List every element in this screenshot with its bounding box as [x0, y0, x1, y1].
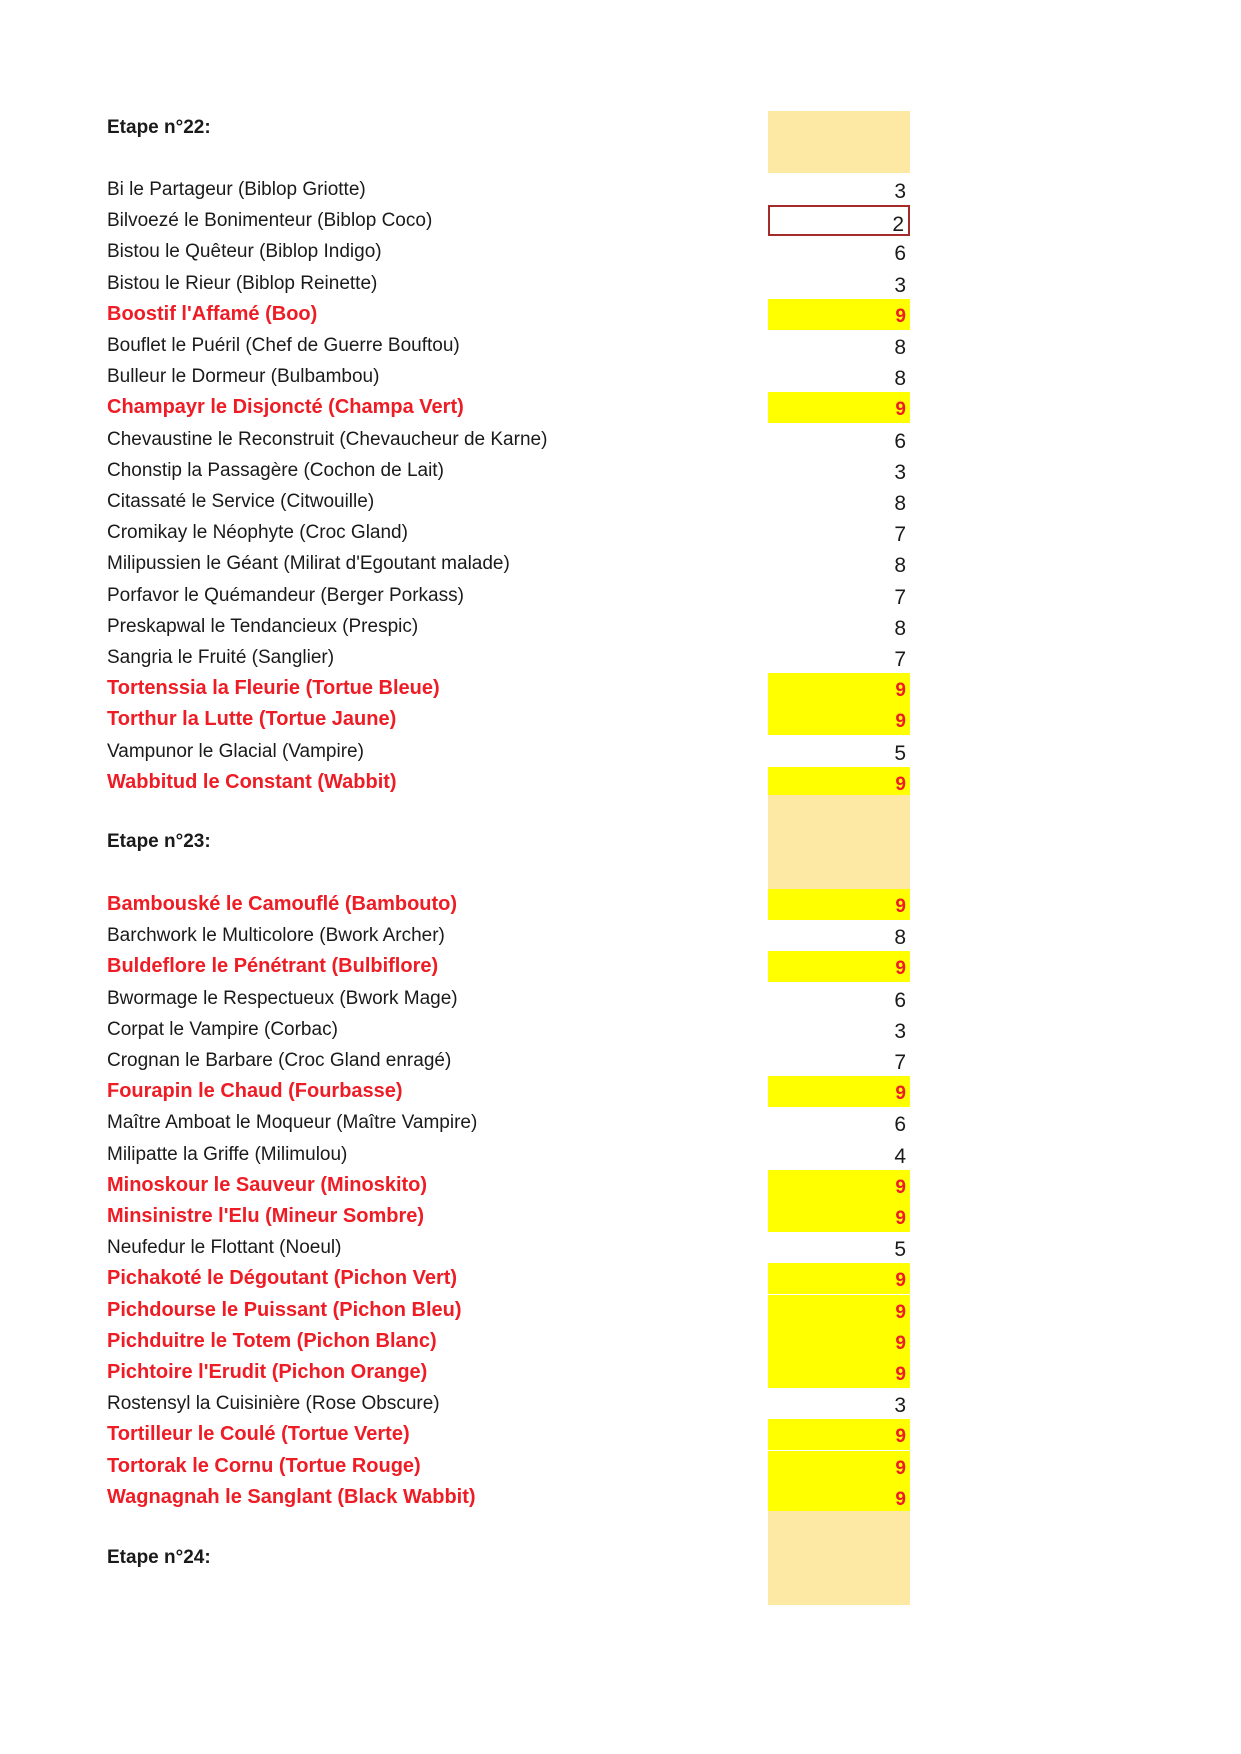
- monster-name: Pichdourse le Puissant (Pichon Bleu): [107, 1298, 462, 1321]
- table-row[interactable]: [0, 983, 1241, 1014]
- value-text: 9: [895, 399, 906, 421]
- value-text: 3: [894, 1394, 906, 1418]
- value-cell[interactable]: [768, 361, 910, 392]
- monster-name: Neufedur le Flottant (Noeul): [107, 1237, 342, 1259]
- value-text: 3: [894, 180, 906, 203]
- value-text: 9: [895, 1426, 906, 1448]
- value-cell[interactable]: [768, 611, 910, 642]
- value-cell[interactable]: [768, 174, 910, 205]
- monster-name: Pichtoire l'Erudit (Pichon Orange): [107, 1361, 428, 1383]
- value-cell[interactable]: [768, 1232, 910, 1263]
- value-text: 9: [895, 711, 906, 733]
- value-text: 4: [894, 1144, 906, 1168]
- value-text: 3: [894, 273, 906, 297]
- monster-name: Wabbitud le Constant (Wabbit): [107, 770, 397, 793]
- value-cell[interactable]: [768, 236, 910, 267]
- value-cell[interactable]: [768, 1201, 910, 1232]
- value-text: 9: [895, 1332, 906, 1354]
- monster-name: Bouflet le Puéril (Chef de Guerre Bouftou): [107, 335, 460, 356]
- value-text: 7: [894, 523, 906, 547]
- table-row[interactable]: [0, 1482, 1241, 1513]
- table-row[interactable]: [0, 299, 1241, 330]
- table-row[interactable]: [0, 642, 1241, 673]
- value-cell[interactable]: [768, 983, 910, 1014]
- value-text: 8: [894, 492, 906, 515]
- monster-name: Porfavor le Quémandeur (Berger Porkass): [107, 584, 464, 606]
- value-cell[interactable]: [768, 1045, 910, 1076]
- value-cell[interactable]: [768, 1014, 910, 1045]
- table-row[interactable]: [0, 767, 1241, 798]
- value-text: 8: [894, 926, 906, 950]
- table-row[interactable]: [0, 268, 1241, 299]
- table-row[interactable]: [0, 920, 1241, 951]
- table-row[interactable]: [0, 673, 1241, 704]
- value-text: 2: [892, 213, 904, 237]
- monster-name: Milipatte la Griffe (Milimulou): [107, 1143, 348, 1165]
- table-row[interactable]: [0, 455, 1241, 486]
- value-text: 9: [895, 305, 906, 327]
- value-text: 6: [894, 988, 906, 1012]
- table-row[interactable]: [0, 1014, 1241, 1045]
- monster-name: Chevaustine le Reconstruit (Chevaucheur de Karne): [107, 428, 548, 450]
- table-row[interactable]: [0, 1451, 1241, 1482]
- value-text: 7: [894, 1051, 906, 1074]
- value-text: 8: [894, 336, 906, 359]
- value-text: 9: [895, 896, 906, 917]
- table-row[interactable]: [0, 1045, 1241, 1076]
- value-cell[interactable]: [768, 1076, 910, 1107]
- table-row[interactable]: [0, 1107, 1241, 1138]
- monster-name: Wagnagnah le Sanglant (Black Wabbit): [107, 1485, 476, 1508]
- value-cell[interactable]: [768, 1139, 910, 1170]
- stage-header-cell[interactable]: [768, 1511, 910, 1605]
- table-row[interactable]: [0, 951, 1241, 982]
- monster-name: Pichduitre le Totem (Pichon Blanc): [107, 1329, 437, 1352]
- value-text: 6: [894, 242, 906, 266]
- value-cell[interactable]: [768, 548, 910, 579]
- value-cell[interactable]: [768, 673, 910, 704]
- value-cell[interactable]: [768, 1263, 910, 1294]
- value-cell[interactable]: [768, 517, 910, 548]
- value-cell[interactable]: [768, 889, 910, 920]
- monster-name: Minsinistre l'Elu (Mineur Sombre): [107, 1205, 425, 1227]
- value-cell[interactable]: [768, 767, 910, 798]
- monster-name: Sangria le Fruité (Sanglier): [107, 647, 335, 668]
- table-row[interactable]: [0, 1357, 1241, 1388]
- value-cell[interactable]: [768, 1451, 910, 1482]
- value-text: 9: [895, 773, 906, 795]
- table-row[interactable]: [0, 1295, 1241, 1326]
- monster-name: Champayr le Disjoncté (Champa Vert): [107, 396, 464, 419]
- value-text: 5: [894, 1238, 906, 1262]
- table-row[interactable]: [0, 330, 1241, 361]
- value-cell[interactable]: [768, 920, 910, 951]
- table-row[interactable]: [0, 424, 1241, 455]
- monster-name: Bulleur le Dormeur (Bulbambou): [107, 366, 380, 388]
- value-cell[interactable]: [768, 1107, 910, 1138]
- monster-name: Bwormage le Respectueux (Bwork Mage): [107, 987, 458, 1009]
- value-text: 9: [895, 1301, 906, 1323]
- table-row[interactable]: [0, 236, 1241, 267]
- table-row[interactable]: [0, 205, 1241, 236]
- table-row[interactable]: [0, 361, 1241, 392]
- monster-name: Bistou le Rieur (Biblop Reinette): [107, 272, 378, 294]
- table-row[interactable]: [0, 580, 1241, 611]
- value-cell[interactable]: [768, 951, 910, 982]
- table-row[interactable]: [0, 889, 1241, 920]
- value-text: 8: [894, 367, 906, 391]
- value-cell[interactable]: [768, 580, 910, 611]
- value-cell[interactable]: [768, 392, 910, 423]
- table-row[interactable]: [0, 1263, 1241, 1294]
- monster-name: Cromikay le Néophyte (Croc Gland): [107, 522, 408, 544]
- value-cell[interactable]: [768, 736, 910, 767]
- selected-value-cell[interactable]: [768, 205, 910, 236]
- value-text: 9: [895, 958, 906, 980]
- monster-name: Maître Amboat le Moqueur (Maître Vampire): [107, 1112, 478, 1134]
- monster-name: Vampunor le Glacial (Vampire): [107, 740, 364, 762]
- value-text: 9: [895, 1270, 906, 1292]
- value-cell[interactable]: [768, 704, 910, 735]
- value-text: 3: [894, 1019, 906, 1043]
- value-text: 3: [894, 460, 906, 484]
- table-row[interactable]: [0, 1139, 1241, 1170]
- value-text: 9: [895, 1488, 906, 1510]
- table-row[interactable]: [0, 548, 1241, 579]
- monster-name: Pichakoté le Dégoutant (Pichon Vert): [107, 1267, 458, 1290]
- table-row[interactable]: [0, 1232, 1241, 1263]
- table-row[interactable]: [0, 174, 1241, 205]
- monster-name: Boostif l'Affamé (Boo): [107, 302, 318, 325]
- value-text: 9: [895, 1364, 906, 1385]
- monster-name: Bambouské le Camouflé (Bambouto): [107, 893, 458, 915]
- monster-name: Tortilleur le Coulé (Tortue Verte): [107, 1423, 410, 1446]
- value-text: 9: [895, 1208, 906, 1229]
- monster-name: Preskapwal le Tendancieux (Prespic): [107, 615, 419, 637]
- monster-name: Minoskour le Sauveur (Minoskito): [107, 1173, 428, 1196]
- table-row[interactable]: [0, 736, 1241, 767]
- monster-name: Rostensyl la Cuisinière (Rose Obscure): [107, 1393, 440, 1415]
- table-row[interactable]: [0, 1419, 1241, 1450]
- stage-header-cell[interactable]: [768, 111, 910, 173]
- value-cell[interactable]: [768, 1357, 910, 1388]
- table-row[interactable]: [0, 392, 1241, 423]
- table-row[interactable]: [0, 611, 1241, 642]
- value-cell[interactable]: [768, 1326, 910, 1357]
- value-cell[interactable]: [768, 1295, 910, 1326]
- monster-name: Citassaté le Service (Citwouille): [107, 491, 375, 512]
- monster-name: Bilvoezé le Bonimenteur (Biblop Coco): [107, 210, 433, 232]
- value-cell[interactable]: [768, 642, 910, 673]
- value-cell[interactable]: [768, 1170, 910, 1201]
- monster-name: Fourapin le Chaud (Fourbasse): [107, 1080, 403, 1103]
- value-text: 9: [895, 680, 906, 702]
- table-row[interactable]: [0, 704, 1241, 735]
- monster-name: Tortenssia la Fleurie (Tortue Bleue): [107, 677, 440, 700]
- value-text: 8: [894, 554, 906, 578]
- monster-name: Barchwork le Multicolore (Bwork Archer): [107, 925, 445, 947]
- value-cell[interactable]: [768, 330, 910, 361]
- value-text: 8: [894, 616, 906, 640]
- value-cell[interactable]: [768, 268, 910, 299]
- monster-name: Bi le Partageur (Biblop Griotte): [107, 179, 366, 200]
- stage-title: Etape n°22:: [107, 117, 211, 138]
- monster-name: Crognan le Barbare (Croc Gland enragé): [107, 1050, 452, 1071]
- value-cell[interactable]: [768, 424, 910, 455]
- value-text: 5: [894, 741, 906, 765]
- value-text: 6: [894, 429, 906, 453]
- value-text: 7: [894, 648, 906, 671]
- value-text: 6: [894, 1113, 906, 1137]
- monster-name: Milipussien le Géant (Milirat d'Egoutant malade): [107, 553, 510, 575]
- value-text: 7: [894, 585, 906, 609]
- stage-header-cell[interactable]: [768, 795, 910, 889]
- table-row[interactable]: [0, 1201, 1241, 1232]
- value-cell[interactable]: [768, 299, 910, 330]
- table-row[interactable]: [0, 486, 1241, 517]
- value-cell[interactable]: [768, 1388, 910, 1419]
- value-text: 9: [895, 1083, 906, 1105]
- monster-name: Torthur la Lutte (Tortue Jaune): [107, 708, 397, 731]
- table-row[interactable]: [0, 1170, 1241, 1201]
- value-cell[interactable]: [768, 455, 910, 486]
- value-text: 9: [895, 1457, 906, 1479]
- stage-title: Etape n°24:: [107, 1547, 211, 1568]
- monster-name: Chonstip la Passagère (Cochon de Lait): [107, 459, 444, 481]
- table-row[interactable]: [0, 1326, 1241, 1357]
- monster-name: Corpat le Vampire (Corbac): [107, 1018, 338, 1040]
- stage-title: Etape n°23:: [107, 831, 211, 852]
- monster-name: Tortorak le Cornu (Tortue Rouge): [107, 1454, 421, 1477]
- table-row[interactable]: [0, 517, 1241, 548]
- table-row[interactable]: [0, 1076, 1241, 1107]
- table-row[interactable]: [0, 1388, 1241, 1419]
- monster-name: Bistou le Quêteur (Biblop Indigo): [107, 241, 382, 263]
- value-cell[interactable]: [768, 486, 910, 517]
- value-text: 9: [895, 1176, 906, 1198]
- value-cell[interactable]: [768, 1482, 910, 1513]
- value-cell[interactable]: [768, 1419, 910, 1450]
- monster-name: Buldeflore le Pénétrant (Bulbiflore): [107, 955, 439, 978]
